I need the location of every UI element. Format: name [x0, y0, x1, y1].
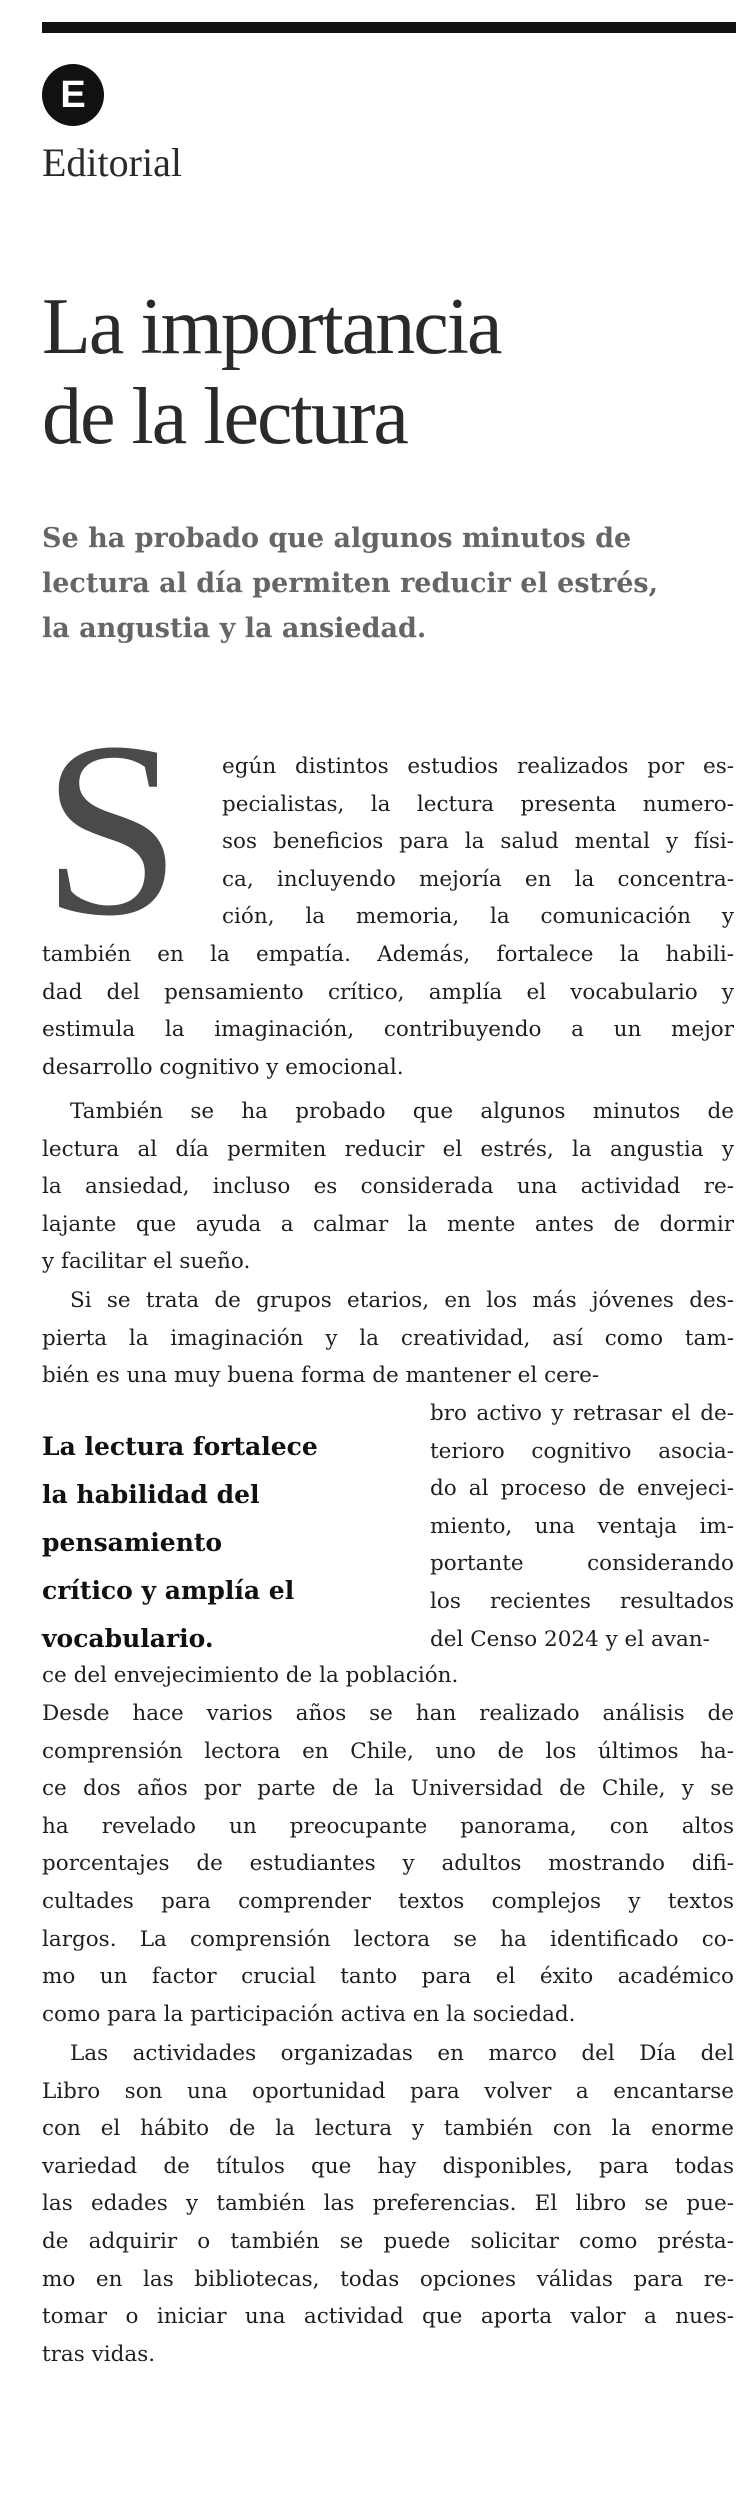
body-line: portante considerando	[430, 1551, 734, 1577]
body-line: Desde hace varios años se han realizado análisis de	[42, 1701, 734, 1726]
body-line: ha revelado un preocupante panorama, con altos	[42, 1813, 734, 1839]
headline-line: La importancia	[42, 283, 501, 371]
headline-line: de la lectura	[42, 373, 407, 461]
body-line: comprensión lectora en Chile, uno de los últimos ha-	[42, 1738, 734, 1764]
body-line: estimula la imaginación, contribuyendo a un mejor	[42, 1017, 734, 1043]
body-line: bién es una muy buena forma de mantener el cere-	[42, 1363, 600, 1389]
body-line: do al proceso de envejeci-	[430, 1476, 734, 1502]
body-line: ce del envejecimiento de la población.	[42, 1663, 459, 1688]
standfirst-line: Se ha probado que algunos minutos de	[42, 523, 632, 554]
pull-quote-line: La lectura fortalece	[42, 1432, 318, 1461]
pull-quote-line: vocabulario.	[42, 1624, 214, 1653]
body-line: porcentajes de estudiantes y adultos mostrando difi-	[42, 1851, 734, 1877]
body-line: del Censo 2024 y el avan-	[430, 1626, 710, 1652]
body-line: ción, la memoria, la comunicación y	[222, 904, 734, 930]
top-rule	[42, 22, 736, 33]
body-line: tomar o iniciar una actividad que aporta valor a nues-	[42, 2304, 734, 2330]
standfirst	[42, 516, 732, 651]
body-line: los recientes resultados	[430, 1589, 734, 1614]
body-line: como para la participación activa en la sociedad.	[42, 2001, 576, 2027]
body-line: desarrollo cognitivo y emocional.	[42, 1054, 404, 1080]
headline	[42, 282, 732, 462]
body-line: bro activo y retrasar el de-	[430, 1401, 734, 1426]
body-line: También se ha probado que algunos minutos de	[70, 1099, 734, 1124]
pull-quote-line: crítico y amplía el	[42, 1576, 295, 1605]
body-line: también en la empatía. Además, fortalece la habili-	[42, 942, 734, 967]
body-line: Las actividades organizadas en marco del Día del	[70, 2041, 734, 2066]
body-line: ce dos años por parte de la Universidad de Chile, y se	[42, 1776, 734, 1802]
pull-quote	[42, 1423, 372, 1663]
body-line: la ansiedad, incluso es considerada una actividad re-	[42, 1174, 734, 1200]
body-line: sos beneficios para la salud mental y físi-	[222, 829, 734, 855]
body-line: lajante que ayuda a calmar la mente antes de dormir	[42, 1211, 734, 1237]
body-line: miento, una ventaja im-	[430, 1513, 734, 1539]
body-line: terioro cognitivo asocia-	[430, 1438, 734, 1464]
pull-quote-line: pensamiento	[42, 1528, 223, 1557]
body-line: mo en las bibliotecas, todas opciones válidas para re-	[42, 2266, 734, 2292]
body-line: ca, incluyendo mejoría en la concentra-	[222, 866, 734, 892]
body-line: cultades para comprender textos complejos y textos	[42, 1889, 734, 1914]
body-line: Si se trata de grupos etarios, en los más jóvenes des-	[70, 1288, 734, 1313]
drop-cap: S	[42, 691, 182, 968]
body-line: lectura al día permiten reducir el estrés, la angustia y	[42, 1136, 734, 1162]
body-line: pecialistas, la lectura presenta numero-	[222, 791, 734, 817]
body-line: dad del pensamiento crítico, amplía el vocabulario y	[42, 979, 734, 1005]
body-line: Libro son una oportunidad para volver a encantarse	[42, 2078, 734, 2104]
body-line: mo un factor crucial tanto para el éxito académico	[42, 1964, 734, 1990]
editorial-badge: E	[42, 64, 104, 126]
body-line: variedad de títulos que hay disponibles, para todas	[42, 2153, 734, 2179]
section-label: Editorial	[42, 140, 182, 185]
body-line: las edades y también las preferencias. El libro se pue-	[42, 2191, 734, 2217]
standfirst-line: la angustia y la ansiedad.	[42, 613, 427, 644]
body-line: y facilitar el sueño.	[42, 1249, 251, 1275]
pull-quote-line: la habilidad del	[42, 1480, 260, 1509]
body-line: largos. La comprensión lectora se ha identificado co-	[42, 1926, 734, 1952]
standfirst-line: lectura al día permiten reducir el estrés,	[42, 568, 658, 599]
body-line: pierta la imaginación y la creatividad, así como tam-	[42, 1325, 734, 1351]
body-line: con el hábito de la lectura y también con la enorme	[42, 2116, 734, 2142]
body-line: egún distintos estudios realizados por es-	[222, 754, 734, 779]
body-line: de adquirir o también se puede solicitar como présta-	[42, 2229, 734, 2254]
body-line: tras vidas.	[42, 2341, 156, 2367]
